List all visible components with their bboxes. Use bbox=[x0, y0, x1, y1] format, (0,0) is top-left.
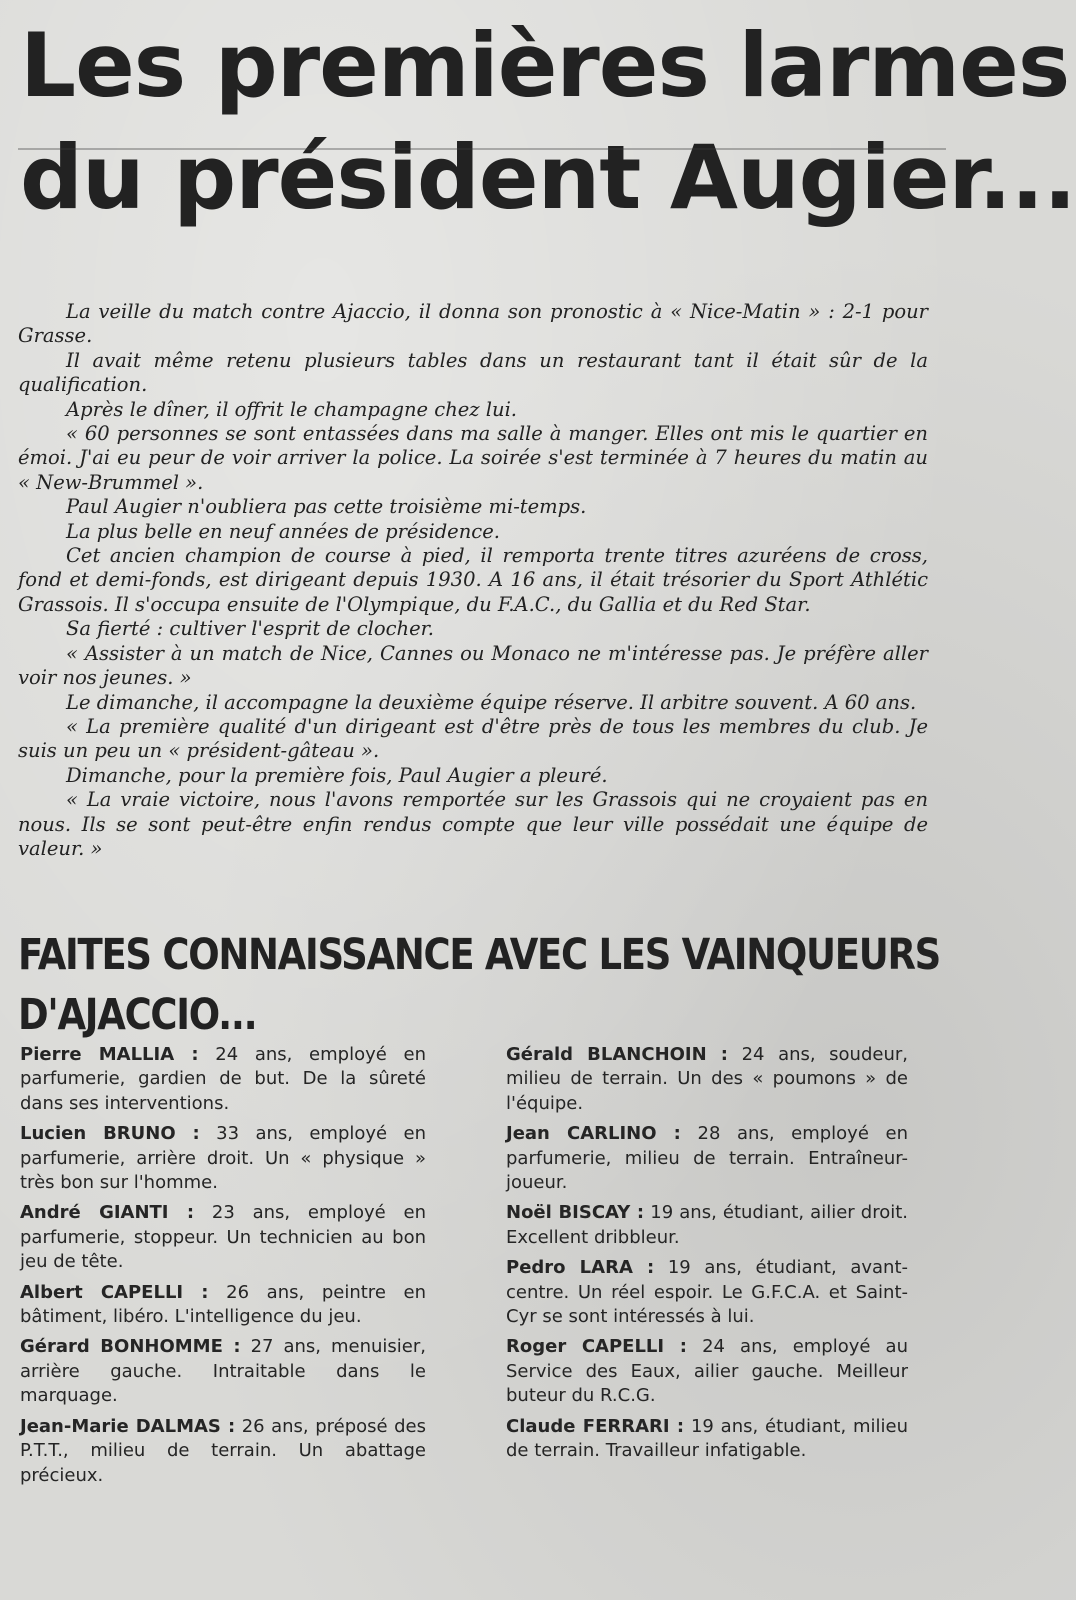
paragraph: « La vraie victoire, nous l'avons remportée sur les Grassois qui ne croyaient pas en nous. Ils se sont peut-être enfin rendus compte que leur ville possédait une équipe de valeur. » bbox=[18, 788, 928, 860]
player-name: Noël BISCAY : bbox=[506, 1202, 645, 1224]
player-entry bbox=[506, 1415, 908, 1464]
paragraph: « La première qualité d'un dirigeant est d'être près de tous les membres du club. Je suis un peu un « président-gâteau ». bbox=[18, 714, 928, 763]
paragraph: Paul Augier n'oubliera pas cette troisième mi-temps. bbox=[66, 495, 587, 519]
player-name: Gérald BLANCHOIN : bbox=[506, 1044, 729, 1065]
player-name: Lucien BRUNO : bbox=[20, 1123, 200, 1145]
player-description: 19 ans, étudiant, milieu de terrain. Travailleur infatigable. bbox=[506, 1415, 909, 1462]
players-column-right bbox=[506, 1043, 908, 1470]
player-name: Jean-Marie DALMAS : bbox=[20, 1415, 236, 1437]
player-description: 27 ans, menuisier, arrière gauche. Intraitable dans le marquage. bbox=[20, 1336, 426, 1407]
player-description: 24 ans, employé au Service des Eaux, ailier gauche. Meilleur buteur du R.C.G. bbox=[506, 1336, 909, 1407]
player-entry bbox=[506, 1256, 908, 1329]
player-description: 23 ans, employé en parfumerie, stoppeur. Un technicien au bon jeu de tête. bbox=[20, 1202, 426, 1273]
player-entry bbox=[20, 1415, 426, 1488]
paragraph: Cet ancien champion de course à pied, il remporta trente titres azuréens de cross, fond et demi-fonds, est dirigeant depuis 1930. A 16 ans, il était trésorier du Sport Athlétic Grassois. Il s'occupa ensuite de l'Olympique, du F.A.C., du Gallia et du Red Star. bbox=[18, 544, 928, 616]
fold-line bbox=[18, 148, 946, 150]
player-name: Roger CAPELLI : bbox=[506, 1336, 687, 1358]
player-name: Gérard BONHOMME : bbox=[20, 1336, 241, 1358]
paragraph: « 60 personnes se sont entassées dans ma salle à manger. Elles ont mis le quartier en émoi. J'ai eu peur de voir arriver la police. La soirée s'est terminée à 7 heures du matin au « New-Brummel ». bbox=[18, 422, 928, 494]
paragraph: Après le dîner, il offrit le champagne chez lui. bbox=[66, 397, 518, 421]
player-description: 28 ans, employé en parfumerie, milieu de terrain. Entraîneur-joueur. bbox=[506, 1123, 908, 1194]
player-entry bbox=[20, 1281, 426, 1330]
player-entry bbox=[20, 1043, 426, 1116]
player-description: 33 ans, employé en parfumerie, arrière droit. Un « physique » très bon sur l'homme. bbox=[20, 1123, 426, 1194]
player-entry bbox=[20, 1201, 426, 1274]
paragraph: « Assister à un match de Nice, Cannes ou Monaco ne m'intéresse pas. Je préfère aller voir nos jeunes. » bbox=[18, 641, 928, 690]
headline-line-2: du président Augier... bbox=[20, 126, 1076, 229]
paragraph: La veille du match contre Ajaccio, il donna son pronostic à « Nice-Matin » : 2-1 pour Grasse. bbox=[18, 300, 928, 348]
player-entry bbox=[506, 1335, 908, 1408]
section-heading bbox=[18, 925, 941, 1045]
player-description: 24 ans, soudeur, milieu de terrain. Un des « poumons » de l'équipe. bbox=[506, 1044, 908, 1114]
player-entry bbox=[506, 1043, 908, 1116]
player-name: Jean CARLINO : bbox=[506, 1123, 681, 1145]
headline bbox=[20, 0, 1076, 234]
article-body bbox=[18, 300, 928, 861]
player-name: Albert CAPELLI : bbox=[20, 1281, 209, 1303]
player-entry bbox=[20, 1122, 426, 1195]
player-description: 19 ans, étudiant, ailier droit. Excellent dribbleur. bbox=[506, 1202, 909, 1248]
player-name: Pierre MALLIA : bbox=[20, 1044, 199, 1065]
player-entry bbox=[506, 1122, 908, 1195]
paragraph: Le dimanche, il accompagne la deuxième équipe réserve. Il arbitre souvent. A 60 ans. bbox=[66, 690, 917, 714]
player-description: 24 ans, employé en parfumerie, gardien de but. De la sûreté dans ses interventions. bbox=[20, 1044, 426, 1114]
paragraph: Dimanche, pour la première fois, Paul Augier a pleuré. bbox=[66, 763, 608, 787]
player-name: André GIANTI : bbox=[20, 1202, 195, 1224]
player-description: 26 ans, peintre en bâtiment, libéro. L'intelligence du jeu. bbox=[20, 1281, 427, 1328]
headline-line-1: Les premières larmes bbox=[20, 14, 1070, 117]
player-entry bbox=[20, 1335, 426, 1408]
paragraph: Sa fierté : cultiver l'esprit de clocher. bbox=[66, 617, 434, 641]
section-heading-line-1: FAITES CONNAISSANCE AVEC LES VAINQUEURS bbox=[18, 930, 941, 980]
player-name: Pedro LARA : bbox=[506, 1257, 655, 1279]
player-description: 19 ans, étudiant, avant-centre. Un réel espoir. Le G.F.C.A. et Saint-Cyr se sont intéressés à lui. bbox=[506, 1257, 908, 1328]
player-entry bbox=[506, 1201, 908, 1250]
players-column-left bbox=[20, 1043, 426, 1494]
section-heading-line-2: D'AJACCIO... bbox=[18, 990, 257, 1040]
paragraph: La plus belle en neuf années de présidence. bbox=[66, 519, 500, 543]
paragraph: Il avait même retenu plusieurs tables dans un restaurant tant il était sûr de la qualification. bbox=[18, 348, 928, 397]
player-description: 26 ans, préposé des P.T.T., milieu de terrain. Un abattage précieux. bbox=[20, 1415, 426, 1486]
player-name: Claude FERRARI : bbox=[506, 1415, 685, 1437]
